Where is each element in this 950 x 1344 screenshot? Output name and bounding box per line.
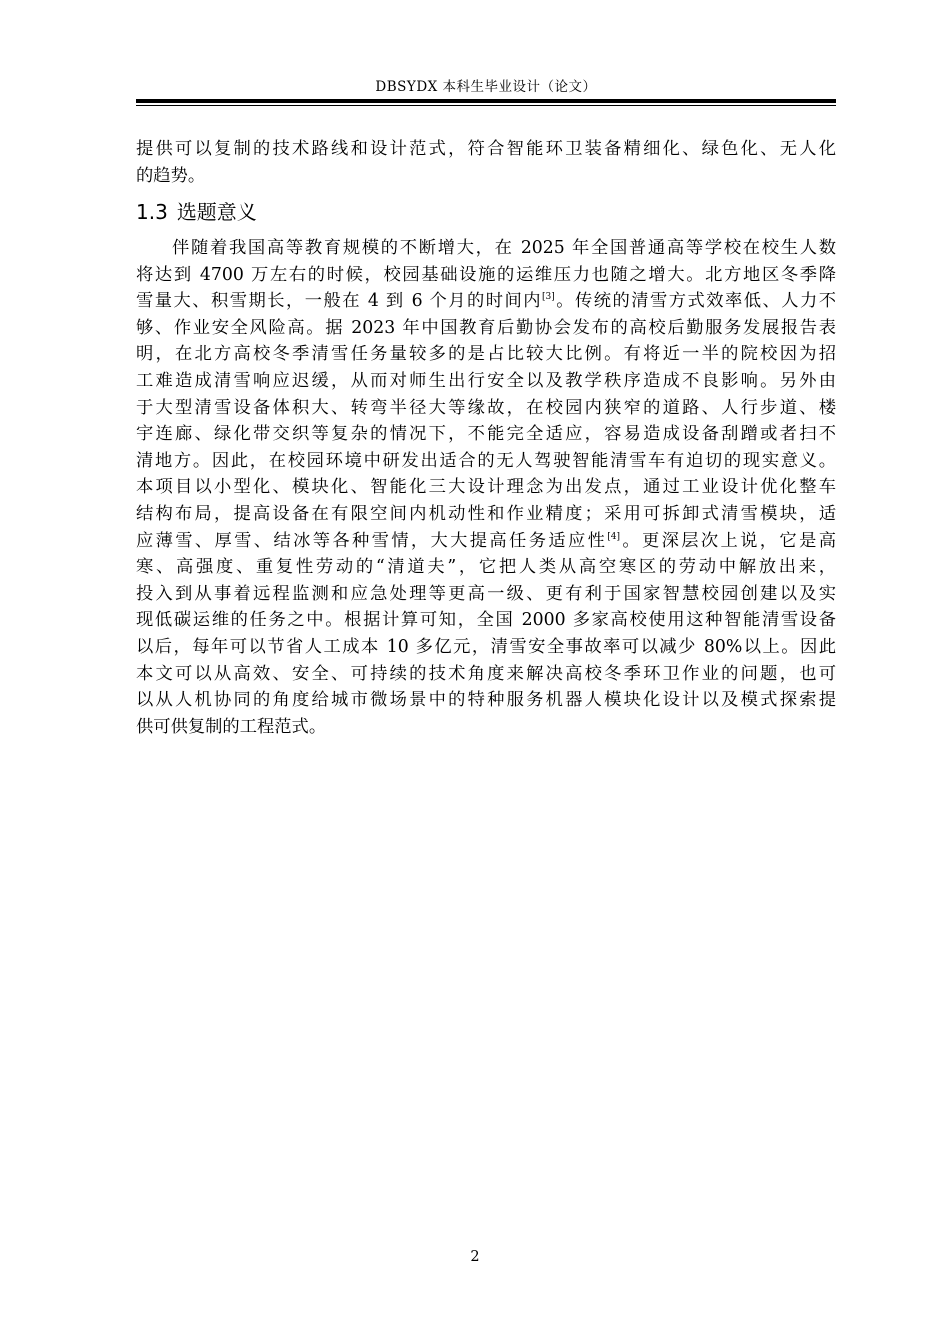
text-line: 明，在北方高校冬季清雪任务量较多的是占比较大比例。有将近一半的院校因为招 (136, 344, 836, 365)
citation-marker: [3] (542, 292, 555, 303)
text-line (136, 288, 836, 315)
page-number: 2 (470, 1249, 480, 1265)
text-line: 以从人机协同的角度给城市微场景中的特种服务机器人模块化设计以及模式探索提 (136, 690, 836, 711)
text-line: 现低碳运维的任务之中。根据计算可知，全国 2000 多家高校使用这种智能清雪设备 (136, 610, 836, 631)
text-line: 以后，每年可以节省人工成本 10 多亿元，清雪安全事故率可以减少 80%以上。因此 (136, 636, 836, 657)
text-line: 伴随着我国高等教育规模的不断增大，在 2025 年全国普通高等学校在校生人数 (172, 238, 836, 258)
continued-paragraph (136, 136, 836, 189)
text-fragment: 。更深层次上说，它是高 (620, 530, 836, 551)
running-header: DBSYDX 本科生毕业设计（论文） (375, 79, 597, 95)
text-line: 本项目以小型化、模块化、智能化三大设计理念为出发点，通过工业设计优化整车 (136, 477, 836, 498)
text-line: 本文可以从高效、安全、可持续的技术角度来解决高校冬季环卫作业的问题，也可 (136, 663, 836, 684)
text-line: 提供可以复制的技术路线和设计范式，符合智能环卫装备精细化、绿色化、无人化 (136, 139, 836, 159)
text-line: 够、作业安全风险高。据 2023 年中国教育后勤协会发布的高校后勤服务发展报告表 (136, 317, 836, 338)
text-line: 将达到 4700 万左右的时候，校园基础设施的运维压力也随之增大。北方地区冬季降 (136, 264, 836, 285)
text-line: 供可供复制的工程范式。 (136, 716, 327, 737)
section-heading (136, 198, 257, 226)
text-fragment: 雪量大、积雪期长，一般在 4 到 6 个月的时间内 (136, 291, 543, 312)
text-line: 于大型清雪设备体积大、转弯半径大等缘故，在校园内狭窄的道路、人行步道、楼 (136, 397, 836, 418)
citation-marker: [4] (607, 531, 620, 542)
text-line: 投入到从事着远程监测和应急处理等更高一级、更有利于国家智慧校园创建以及实 (136, 583, 836, 604)
text-line: 宇连廊、绿化带交织等复杂的情况下，不能完全适应，容易造成设备刮蹭或者扫不 (136, 424, 836, 445)
section-title: 选题意义 (176, 200, 257, 224)
text-line: 寒、高强度、重复性劳动的“清道夫”，它把人类从高空寒区的劳动中解放出来， (136, 557, 836, 578)
text-line: 的趋势。 (136, 165, 206, 186)
significance-paragraph (136, 235, 836, 740)
text-fragment: 应薄雪、厚雪、结冰等各种雪情，大大提高任务适应性 (136, 530, 608, 551)
text-line: 结构布局，提高设备在有限空间内机动性和作业精度；采用可拆卸式清雪模块，适 (136, 503, 836, 524)
text-line: 工难造成清雪响应迟缓，从而对师生出行安全以及教学秩序造成不良影响。另外由 (136, 370, 836, 391)
header-rule-thick (136, 99, 836, 103)
text-line (136, 528, 836, 555)
text-line: 清地方。因此，在校园环境中研发出适合的无人驾驶智能清雪车有迫切的现实意义。 (136, 450, 836, 471)
section-number: 1.3 (136, 200, 168, 224)
text-fragment: 。传统的清雪方式效率低、人力不 (554, 291, 836, 312)
header-rule-thin (136, 105, 836, 106)
